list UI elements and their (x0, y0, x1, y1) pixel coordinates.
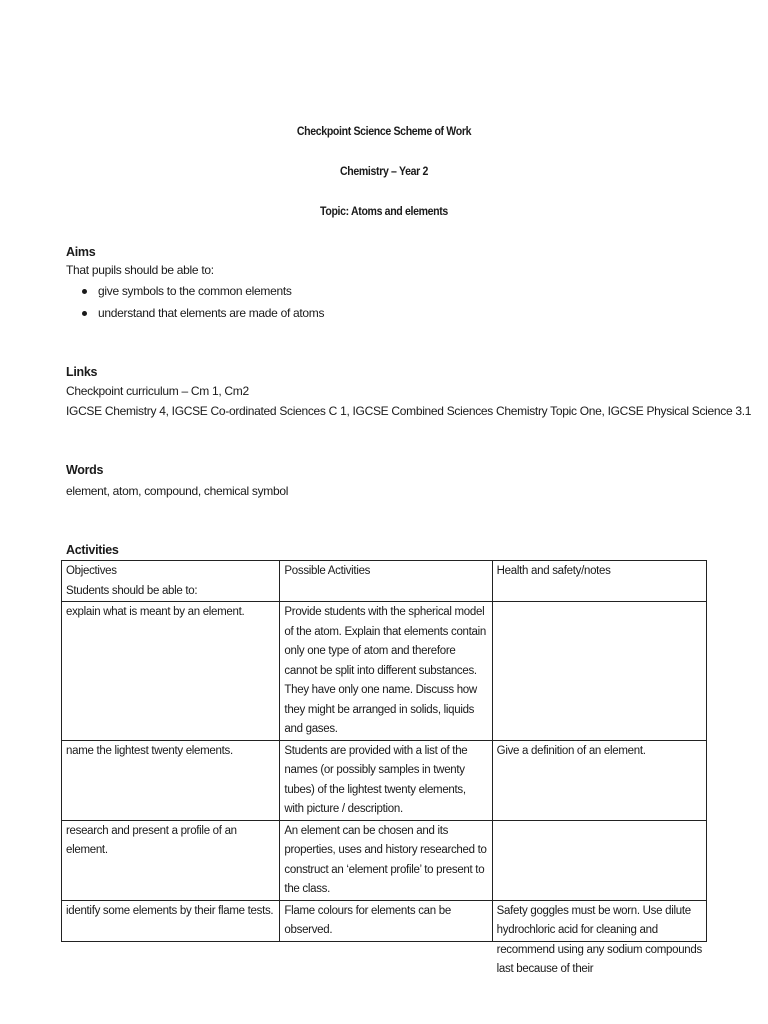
document-title: Checkpoint Science Scheme of Work (296, 124, 472, 138)
table-header-row (62, 561, 707, 602)
activity-cell: Flame colours for elements can be observed. (280, 900, 492, 941)
links-line: Checkpoint curriculum – Cm 1, Cm2 (66, 384, 249, 398)
aims-intro: That pupils should be able to: (66, 263, 214, 277)
aims-heading: Aims (66, 245, 96, 259)
words-text: element, atom, compound, chemical symbol (66, 484, 289, 498)
table-row (62, 602, 707, 741)
table-row (62, 740, 707, 820)
aims-section (66, 242, 324, 323)
links-section (66, 362, 751, 421)
topic-heading: Topic: Atoms and elements (320, 204, 448, 218)
words-section (66, 460, 288, 501)
notes-cell (492, 602, 706, 741)
aims-list (66, 281, 324, 323)
links-line: IGCSE Chemistry 4, IGCSE Co-ordinated Sciences C 1, IGCSE Combined Sciences Chemistry Topic One, IGCSE Physical Science 3.1 (66, 404, 752, 418)
links-heading: Links (66, 365, 98, 379)
notes-cell (492, 900, 706, 975)
column-header-objectives (62, 561, 280, 602)
objective-cell: identify some elements by their flame tests. (62, 900, 280, 941)
table-row (62, 820, 707, 900)
activities-heading: Activities (66, 543, 119, 557)
activities-table (61, 560, 707, 975)
notes-cell: Give a definition of an element. (492, 740, 706, 820)
notes-cell (492, 820, 706, 900)
activity-cell: Students are provided with a list of the names (or possibly samples in twenty tubes) of the lightest twenty elements, with picture / description. (280, 740, 492, 820)
activity-cell: An element can be chosen and its properties, uses and history researched to construct an ‘element profile’ to present to the class. (280, 820, 492, 900)
objectives-subtitle: Students should be able to: (66, 584, 198, 597)
objective-cell: explain what is meant by an element. (62, 602, 280, 741)
aims-item: understand that elements are made of atoms (80, 303, 324, 323)
column-header-label: Objectives (66, 565, 117, 577)
column-header-notes: Health and safety/notes (492, 561, 706, 602)
words-heading: Words (66, 463, 104, 477)
activity-cell: Provide students with the spherical model of the atom. Explain that elements contain only one type of atom and therefore cannot be split into different substances. They have only one name. Discuss how they might be arranged in solids, liquids and gases. (280, 602, 492, 741)
table-row (62, 900, 707, 941)
document-subtitle: Chemistry – Year 2 (340, 164, 428, 178)
column-header-activities: Possible Activities (280, 561, 492, 602)
objective-cell: name the lightest twenty elements. (62, 740, 280, 820)
notes-cell-text: Safety goggles must be worn. Use dilute hydrochloric acid for cleaning and recommend using any sodium compounds last because of their (496, 904, 702, 975)
aims-item: give symbols to the common elements (80, 281, 324, 301)
objective-cell: research and present a profile of an element. (62, 820, 280, 900)
activities-section (66, 540, 119, 560)
